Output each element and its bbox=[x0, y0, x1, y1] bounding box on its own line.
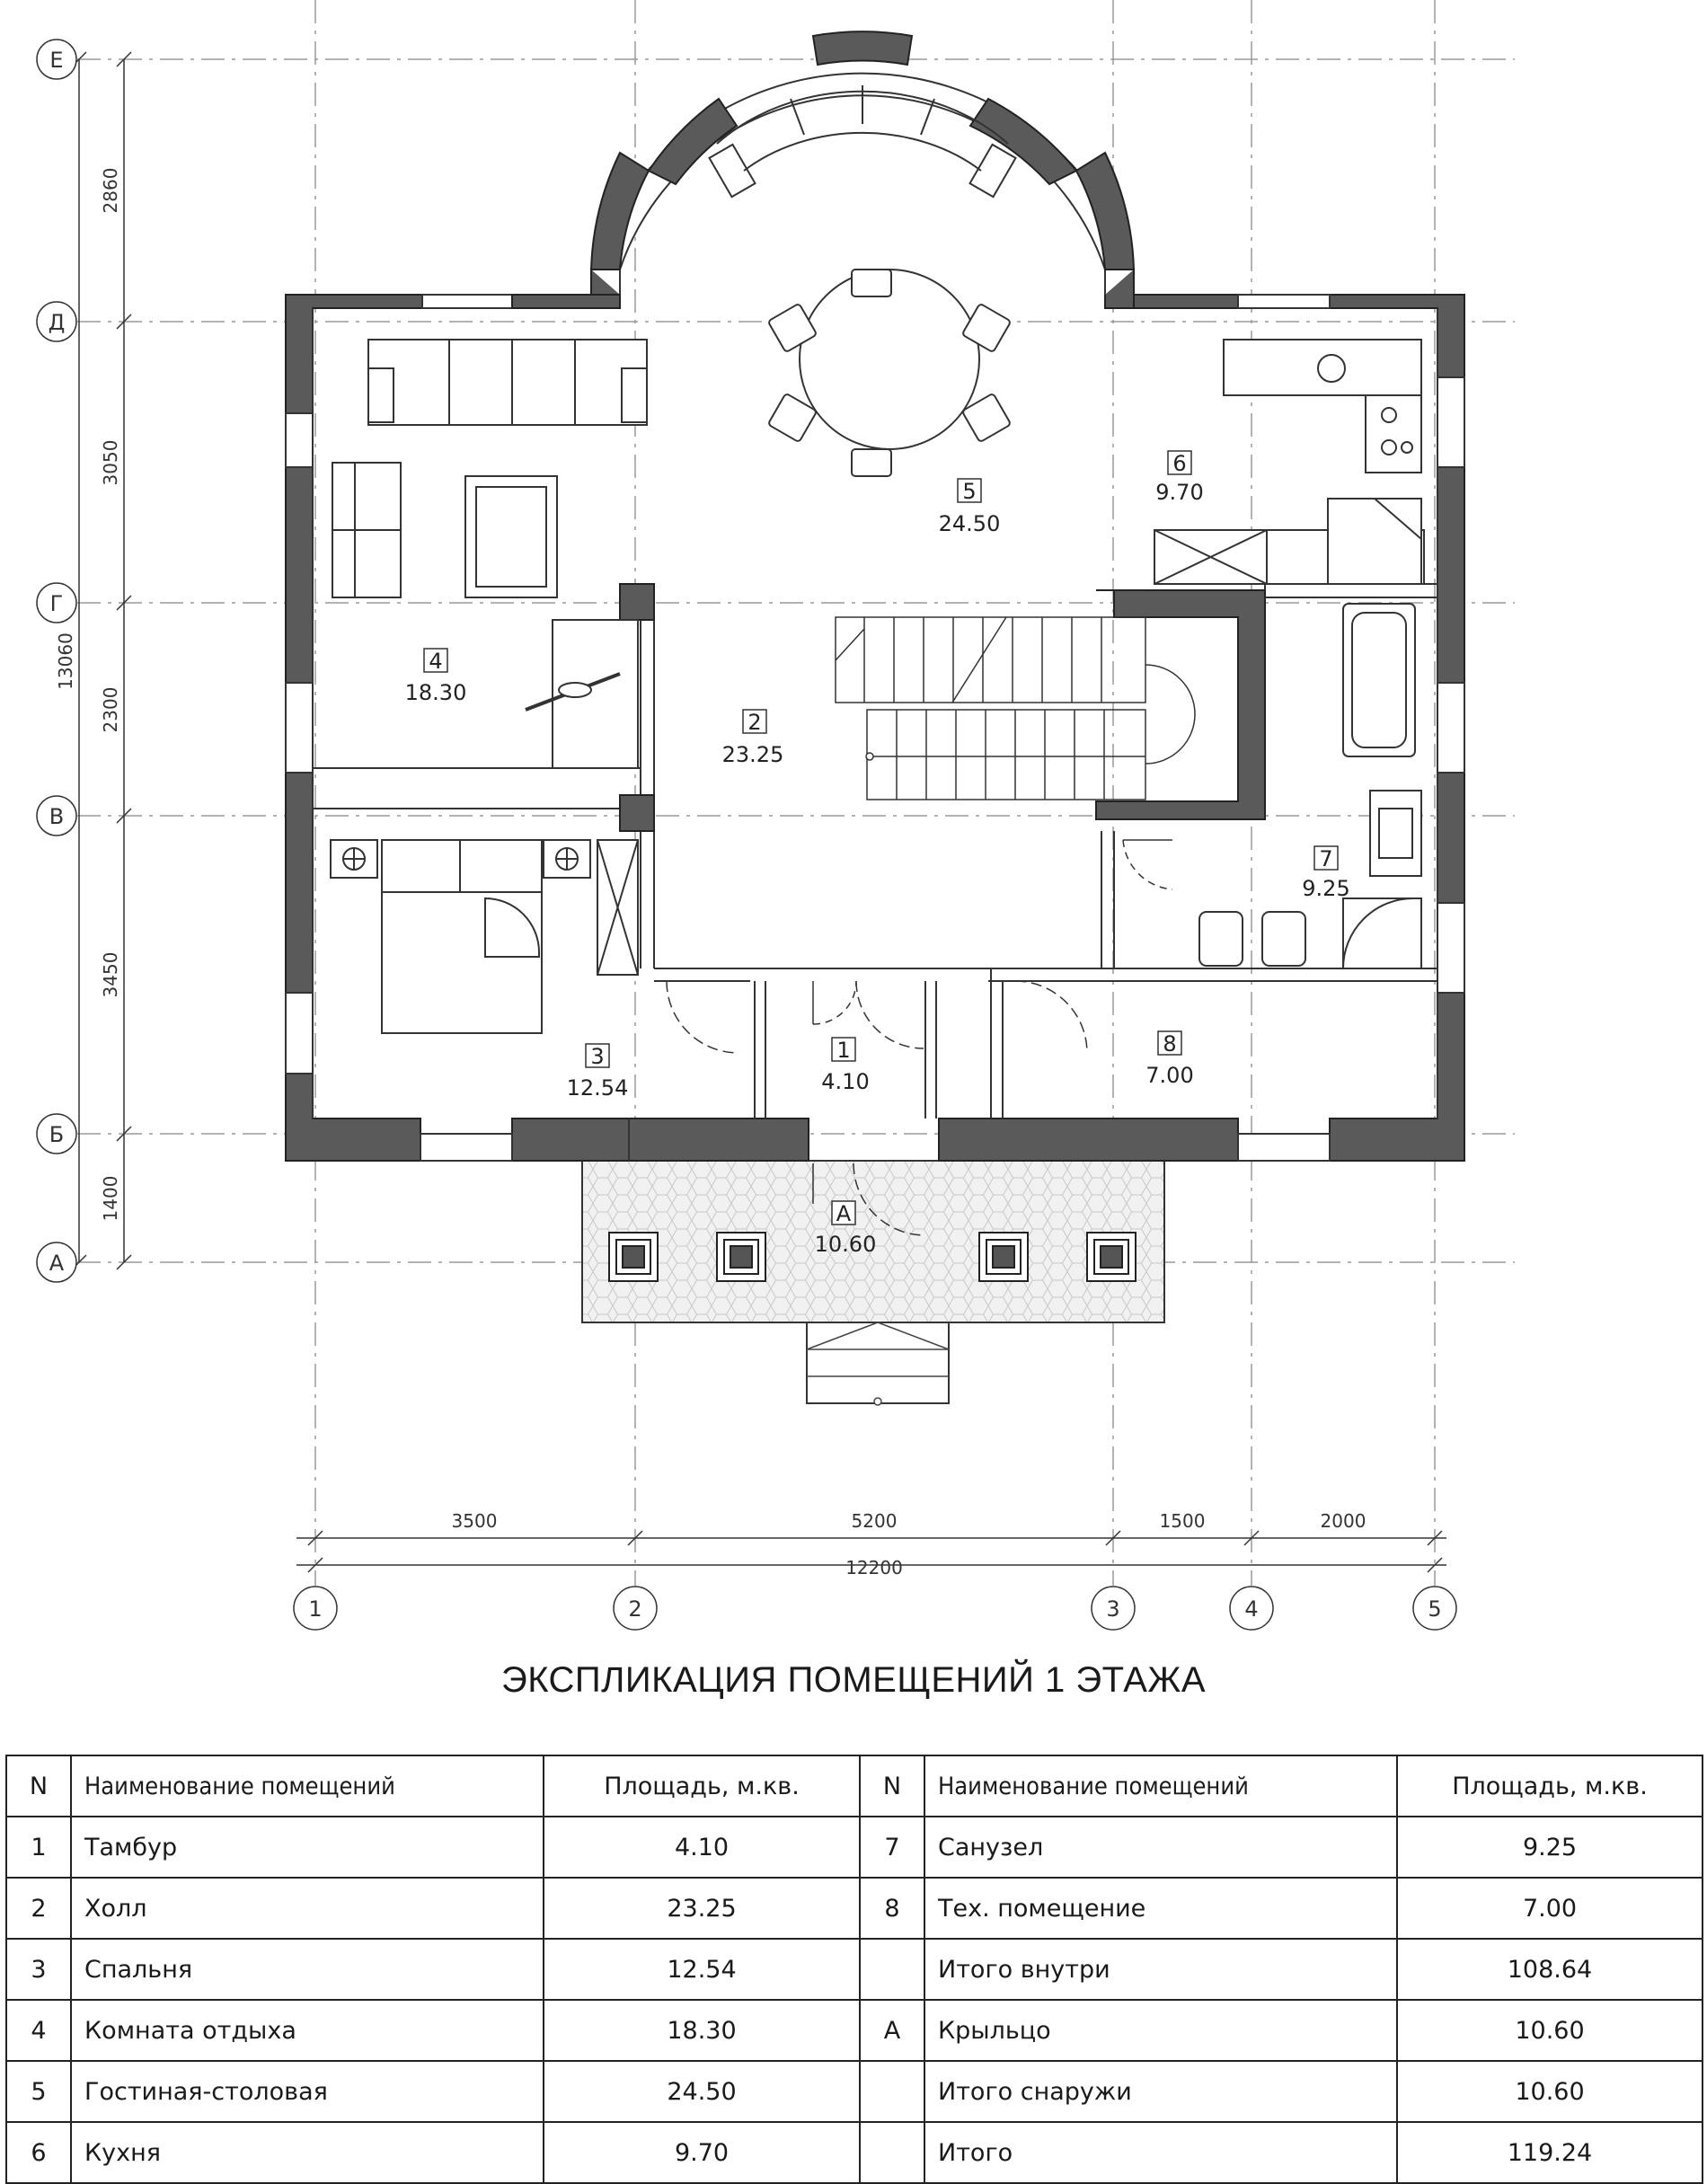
cell-name: Тамбур bbox=[71, 1817, 544, 1878]
svg-text:1: 1 bbox=[836, 1038, 851, 1063]
svg-text:10.60: 10.60 bbox=[814, 1232, 877, 1257]
table-row bbox=[6, 1939, 1703, 2000]
cell-n: 3 bbox=[6, 1939, 71, 2000]
svg-text:18.30: 18.30 bbox=[404, 680, 467, 705]
cell-n: А bbox=[860, 2000, 924, 2061]
svg-text:23.25: 23.25 bbox=[721, 742, 784, 767]
cell-name: Санузел bbox=[924, 1817, 1397, 1878]
cell-n: 2 bbox=[6, 1878, 71, 1939]
header-area-right: Площадь, м.кв. bbox=[1397, 1755, 1703, 1817]
cell-n: 4 bbox=[6, 2000, 71, 2061]
cell-n: 1 bbox=[6, 1817, 71, 1878]
cell-n: 7 bbox=[860, 1817, 924, 1878]
kitchen-furniture bbox=[1154, 340, 1424, 584]
svg-text:Б: Б bbox=[49, 1122, 65, 1147]
room-label-3 bbox=[567, 1044, 629, 1101]
cell-name: Кухня bbox=[71, 2122, 544, 2183]
cell-n bbox=[860, 1939, 924, 2000]
axis-bubble-D bbox=[37, 302, 76, 341]
svg-text:Г: Г bbox=[49, 591, 64, 616]
cell-area: 12.54 bbox=[544, 1939, 860, 2000]
axis-bubble-V bbox=[37, 796, 76, 836]
axis-bubble-1 bbox=[294, 1586, 337, 1630]
axis-bubble-B bbox=[37, 1114, 76, 1154]
svg-text:1: 1 bbox=[308, 1596, 323, 1622]
cell-n: 8 bbox=[860, 1878, 924, 1939]
dimension-chain-left bbox=[72, 52, 131, 1269]
axis-bubble-A bbox=[37, 1242, 76, 1282]
cell-area: 108.64 bbox=[1397, 1939, 1703, 2000]
cell-name: Холл bbox=[71, 1878, 544, 1939]
cell-name: Комната отдыха bbox=[71, 2000, 544, 2061]
stair-walls bbox=[620, 584, 1265, 831]
svg-text:24.50: 24.50 bbox=[938, 511, 1001, 536]
table-header-row bbox=[6, 1755, 1703, 1817]
room-label-7 bbox=[1302, 846, 1349, 901]
dimension-labels-bottom bbox=[452, 1510, 1366, 1578]
svg-text:4: 4 bbox=[1244, 1596, 1259, 1622]
svg-text:9.70: 9.70 bbox=[1155, 480, 1204, 505]
room-label-4 bbox=[405, 649, 467, 705]
dim-left-2: 3050 bbox=[100, 439, 121, 486]
room-label-8 bbox=[1145, 1031, 1193, 1088]
header-n-right: N bbox=[860, 1755, 924, 1817]
cell-n bbox=[860, 2061, 924, 2122]
dim-bottom-3: 1500 bbox=[1159, 1510, 1206, 1532]
dim-left-5: 1400 bbox=[100, 1175, 121, 1222]
svg-text:5: 5 bbox=[1428, 1596, 1442, 1622]
dim-left-total: 13060 bbox=[55, 632, 76, 690]
room-label-5 bbox=[939, 479, 1001, 536]
dim-left-1: 2860 bbox=[100, 167, 121, 214]
header-area-left: Площадь, м.кв. bbox=[544, 1755, 860, 1817]
bedroom-furniture bbox=[331, 840, 638, 1033]
svg-text:А: А bbox=[49, 1251, 65, 1276]
svg-text:9.25: 9.25 bbox=[1302, 876, 1350, 901]
header-n-left: N bbox=[6, 1755, 71, 1817]
axis-bubble-5 bbox=[1413, 1587, 1456, 1630]
svg-text:7.00: 7.00 bbox=[1145, 1063, 1194, 1088]
dim-bottom-2: 5200 bbox=[851, 1510, 898, 1532]
cell-name: Крыльцо bbox=[924, 2000, 1397, 2061]
svg-text:12.54: 12.54 bbox=[566, 1075, 629, 1101]
stairs bbox=[836, 617, 1195, 800]
cell-area: 10.60 bbox=[1397, 2000, 1703, 2061]
cell-name: Спальня bbox=[71, 1939, 544, 2000]
svg-text:Е: Е bbox=[49, 48, 64, 73]
bathroom-fixtures bbox=[1199, 604, 1421, 968]
cell-name: Тех. помещение bbox=[924, 1878, 1397, 1939]
svg-text:5: 5 bbox=[962, 479, 977, 504]
axis-bubble-3 bbox=[1092, 1587, 1135, 1630]
explication-table bbox=[5, 1755, 1703, 2184]
room-label-1 bbox=[821, 1038, 869, 1094]
header-name-left: Наименование помещений bbox=[71, 1755, 544, 1817]
table-row bbox=[6, 1817, 1703, 1878]
axis-bubble-G bbox=[37, 583, 76, 623]
cell-name: Итого внутри bbox=[924, 1939, 1397, 2000]
table-row bbox=[6, 2000, 1703, 2061]
cell-area: 7.00 bbox=[1397, 1878, 1703, 1939]
svg-text:4: 4 bbox=[429, 649, 443, 674]
table-row bbox=[6, 2122, 1703, 2183]
explication-title: ЭКСПЛИКАЦИЯ ПОМЕЩЕНИЙ 1 ЭТАЖА bbox=[500, 1660, 1207, 1700]
cell-area: 18.30 bbox=[544, 2000, 860, 2061]
cell-n: 6 bbox=[6, 2122, 71, 2183]
axis-bubble-E bbox=[37, 40, 76, 79]
cell-area: 23.25 bbox=[544, 1878, 860, 1939]
cell-name: Итого снаружи bbox=[924, 2061, 1397, 2122]
cell-area: 119.24 bbox=[1397, 2122, 1703, 2183]
axis-bubble-2 bbox=[614, 1587, 657, 1630]
cell-n bbox=[860, 2122, 924, 2183]
dim-left-4: 3450 bbox=[100, 951, 121, 998]
lounge-furniture bbox=[332, 340, 647, 768]
room-label-2 bbox=[722, 710, 784, 767]
cell-name: Гостиная-столовая bbox=[71, 2061, 544, 2122]
cell-area: 4.10 bbox=[544, 1817, 860, 1878]
svg-text:Д: Д bbox=[48, 310, 66, 335]
axis-bubble-4 bbox=[1230, 1587, 1273, 1630]
room-label-6 bbox=[1155, 451, 1203, 505]
cell-area: 9.70 bbox=[544, 2122, 860, 2183]
svg-text:7: 7 bbox=[1319, 846, 1333, 871]
header-name-right: Наименование помещений bbox=[924, 1755, 1397, 1817]
cell-area: 24.50 bbox=[544, 2061, 860, 2122]
dim-bottom-total: 12200 bbox=[845, 1557, 903, 1578]
axis-bubbles-numbers bbox=[294, 1586, 1456, 1630]
table-row bbox=[6, 1878, 1703, 1939]
svg-text:8: 8 bbox=[1163, 1031, 1177, 1057]
cell-area: 10.60 bbox=[1397, 2061, 1703, 2122]
dining-table bbox=[768, 270, 1012, 476]
svg-text:В: В bbox=[49, 804, 65, 829]
dim-bottom-4: 2000 bbox=[1320, 1510, 1366, 1532]
bay-window bbox=[512, 31, 1134, 308]
cell-name: Итого bbox=[924, 2122, 1397, 2183]
svg-text:3: 3 bbox=[1106, 1596, 1120, 1622]
table-row bbox=[6, 2061, 1703, 2122]
dim-bottom-1: 3500 bbox=[451, 1510, 498, 1532]
svg-text:2: 2 bbox=[747, 710, 762, 735]
svg-text:6: 6 bbox=[1172, 451, 1187, 476]
dim-left-3: 2300 bbox=[100, 686, 121, 733]
svg-text:3: 3 bbox=[590, 1044, 605, 1069]
svg-text:2: 2 bbox=[628, 1596, 642, 1622]
cell-area: 9.25 bbox=[1397, 1817, 1703, 1878]
svg-text:4.10: 4.10 bbox=[821, 1069, 870, 1094]
porch bbox=[582, 1161, 1164, 1405]
svg-text:А: А bbox=[836, 1201, 852, 1226]
cell-n: 5 bbox=[6, 2061, 71, 2122]
